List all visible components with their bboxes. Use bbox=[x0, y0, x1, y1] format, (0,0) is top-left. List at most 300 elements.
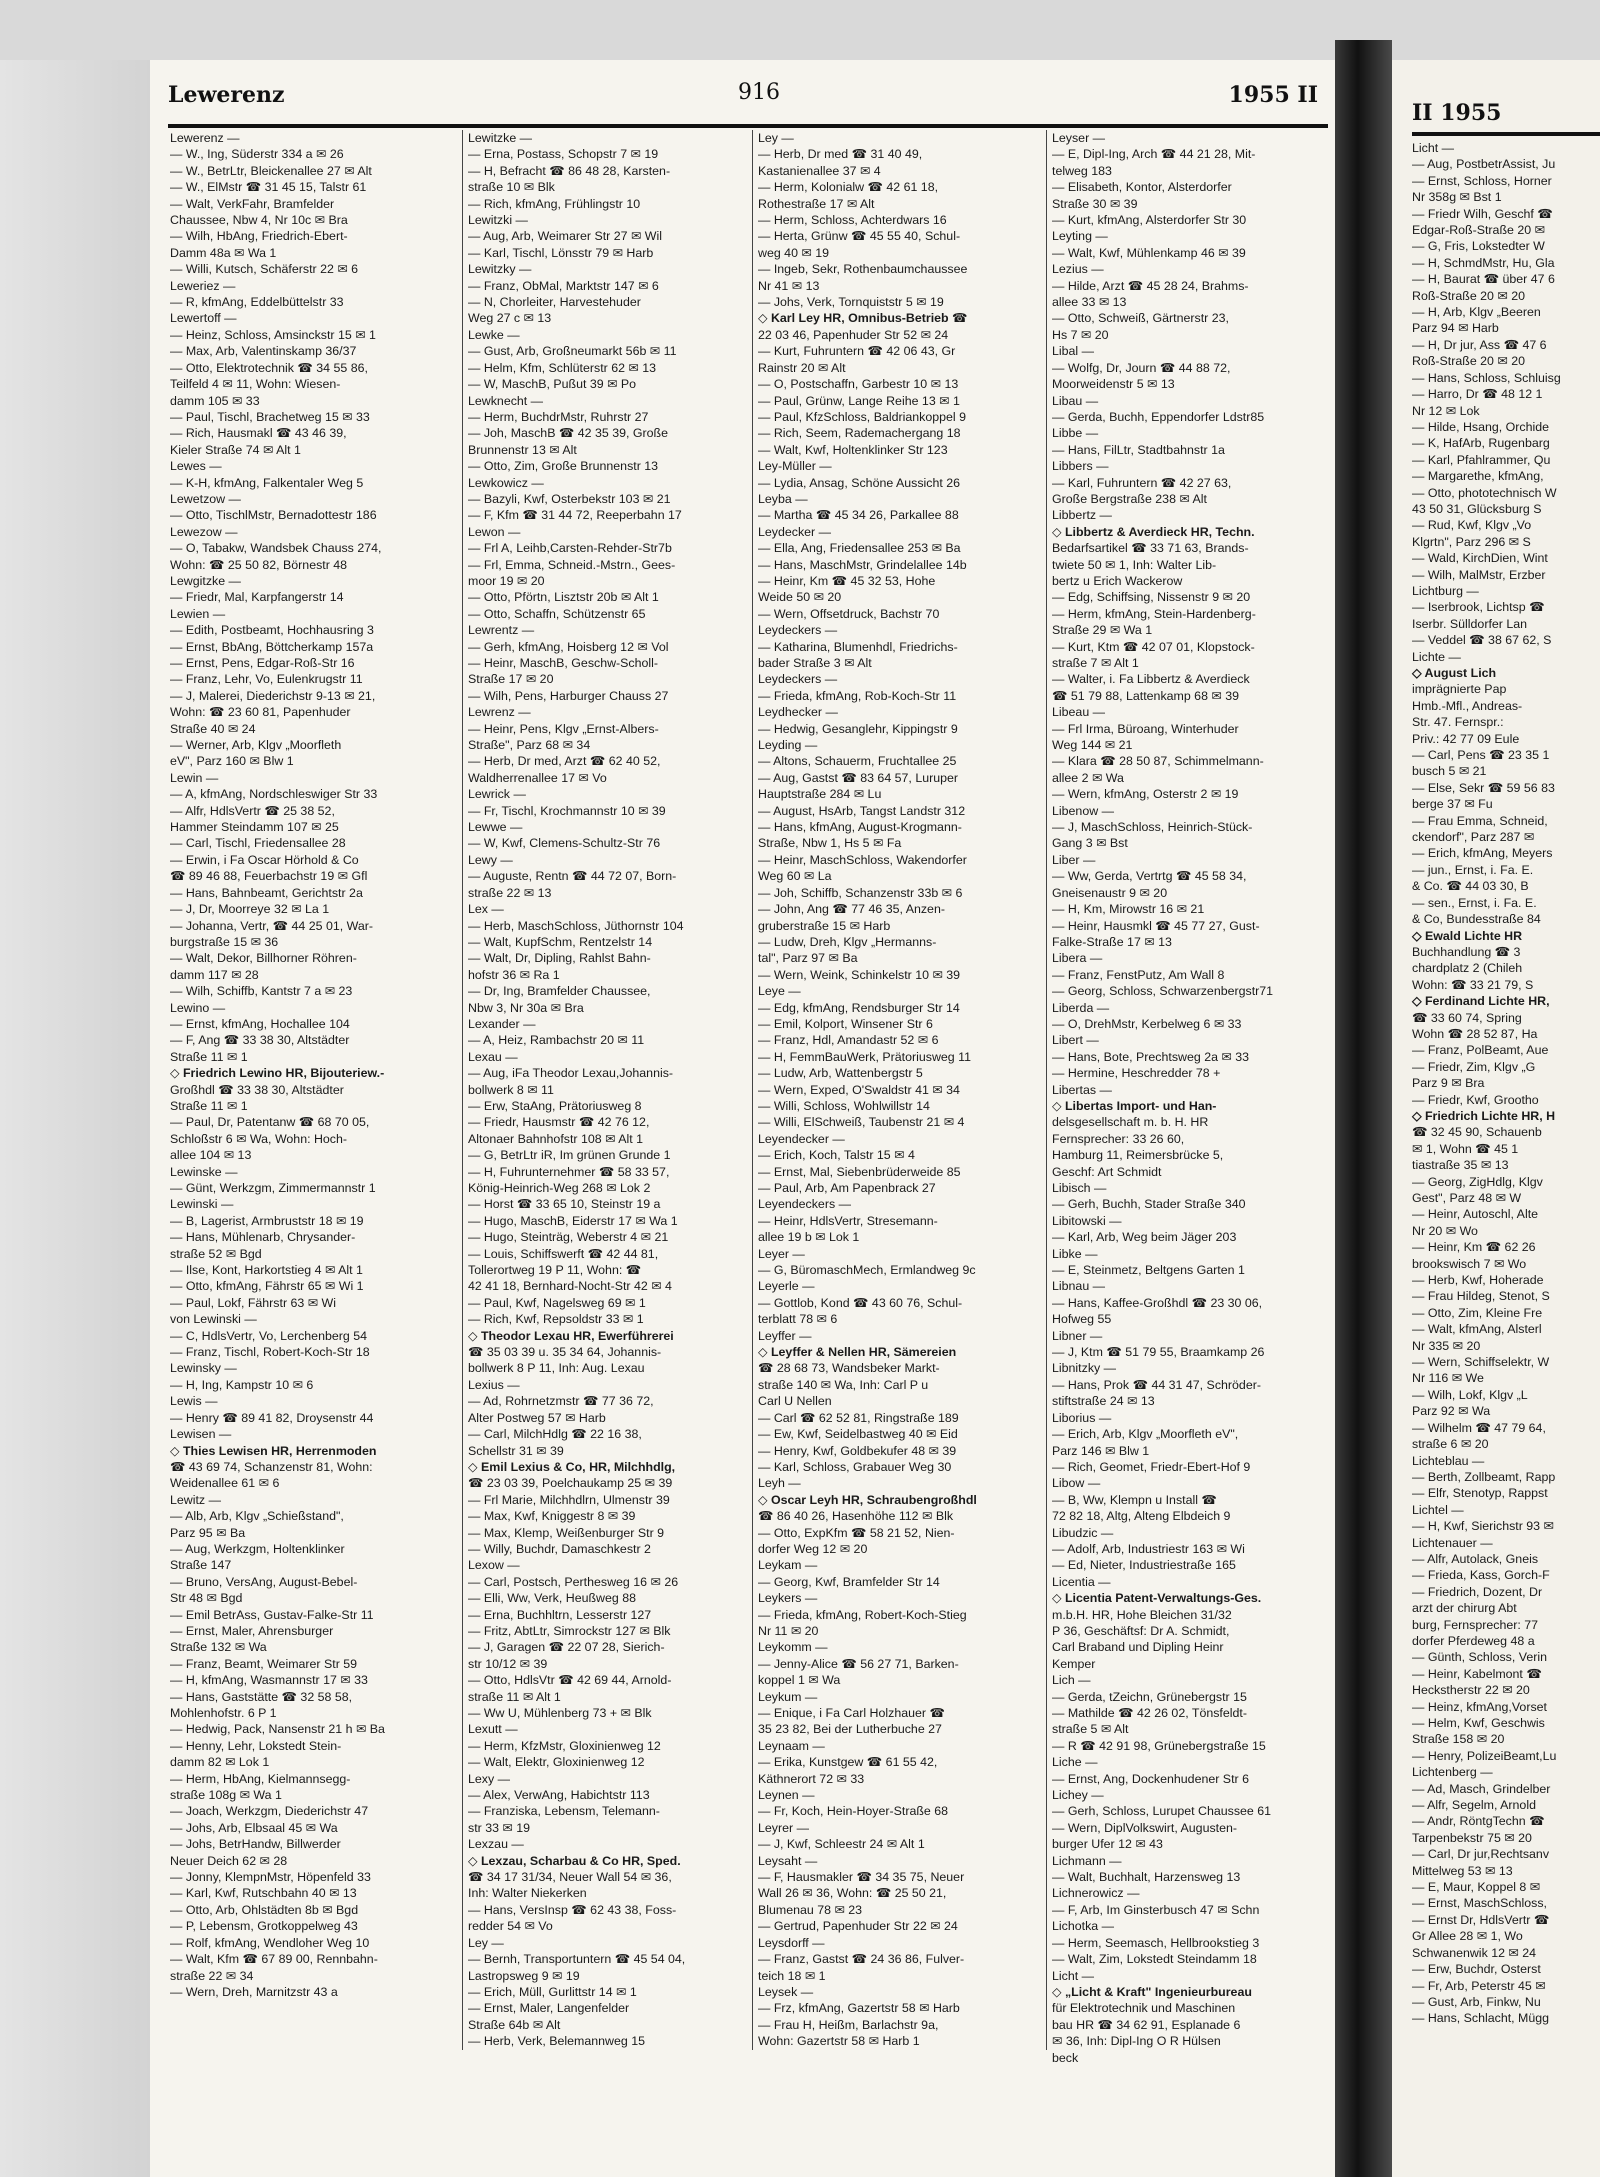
directory-entry: — Hans, kfmAng, August-Krogmann- bbox=[758, 820, 962, 835]
directory-entry: teich 18 ✉ 1 bbox=[758, 1968, 826, 1983]
directory-entry: — Henry, PolizeiBeamt,Lu bbox=[1412, 1748, 1557, 1763]
directory-entry: — Karl, Arb, Weg beim Jäger 203 bbox=[1052, 1230, 1237, 1245]
directory-entry: — Franz, Tischl, Robert-Koch-Str 18 bbox=[170, 1345, 370, 1360]
directory-entry: — Frl Irma, Büroang, Winterhuder bbox=[1052, 721, 1239, 736]
directory-entry: — Karl, Pfahlrammer, Qu bbox=[1412, 452, 1551, 467]
directory-entry: — Franziska, Lebensm, Telemann- bbox=[468, 1804, 660, 1819]
directory-entry: Straße 64b ✉ Alt bbox=[468, 2017, 561, 2032]
directory-entry: & Co. ☎ 44 03 30, B bbox=[1412, 879, 1529, 894]
directory-entry: — Paul, KfzSchloss, Baldriankoppel 9 bbox=[758, 409, 966, 424]
directory-entry: Gang 3 ✉ Bst bbox=[1052, 836, 1128, 851]
directory-entry: 22 03 46, Papenhuder Str 52 ✉ 24 bbox=[758, 327, 949, 342]
directory-entry: — Walt, Kwf, Mühlenkamp 46 ✉ 39 bbox=[1052, 245, 1246, 260]
directory-surname-heading: Lewinske — bbox=[170, 1164, 238, 1179]
directory-entry: — Erw, Buchdr, Osterst bbox=[1412, 1962, 1541, 1977]
directory-entry: — Karl, Schloss, Grabauer Weg 30 bbox=[758, 1459, 952, 1474]
directory-entry: — Otto, Elektrotechnik ☎ 34 55 86, bbox=[170, 360, 368, 375]
directory-entry: — H, FemmBauWerk, Prätoriusweg 11 bbox=[758, 1049, 971, 1064]
directory-entry: — Bruno, VersAng, August-Bebel- bbox=[170, 1574, 358, 1589]
directory-surname-heading: Liborius — bbox=[1052, 1410, 1112, 1425]
directory-entry: — W., Ing, Süderstr 334 a ✉ 26 bbox=[170, 147, 344, 162]
directory-entry: Nr 116 ✉ We bbox=[1412, 1371, 1484, 1386]
directory-entry: — Walt, Elektr, Gloxinienweg 12 bbox=[468, 1755, 645, 1770]
directory-entry: Roß-Straße 20 ✉ 20 bbox=[1412, 288, 1525, 303]
directory-entry: straße 22 ✉ 34 bbox=[170, 1968, 254, 1983]
directory-entry: & Co, Bundesstraße 84 bbox=[1412, 912, 1541, 927]
directory-entry: — Wern, kfmAng, Osterstr 2 ✉ 19 bbox=[1052, 787, 1239, 802]
directory-entry: — Aug, Werkzgm, Holtenklinker bbox=[170, 1541, 345, 1556]
directory-entry: — Johanna, Vertr, ☎ 44 25 01, War- bbox=[170, 918, 373, 933]
directory-entry: — Aug, iFa Theodor Lexau,Johannis- bbox=[468, 1066, 674, 1081]
directory-entry: — Elisabeth, Kontor, Alsterdorfer bbox=[1052, 180, 1232, 195]
directory-entry: eV", Parz 160 ✉ Blw 1 bbox=[170, 754, 294, 769]
directory-entry: Inh: Walter Niekerken bbox=[468, 1886, 587, 1901]
directory-surname-heading: Lexow — bbox=[468, 1558, 520, 1573]
directory-entry: — Erich, Müll, Gurlittstr 14 ✉ 1 bbox=[468, 1984, 637, 1999]
directory-entry: burg, Fernsprecher: 77 bbox=[1412, 1617, 1539, 1632]
directory-entry: Tarpenbekstr 75 ✉ 20 bbox=[1412, 1830, 1532, 1845]
directory-surname-heading: Lewrentz — bbox=[468, 623, 535, 638]
directory-entry: P 36, Geschäftsf: Dr A. Schmidt, bbox=[1052, 1623, 1230, 1638]
directory-entry: — Joach, Werkzgm, Diederichstr 47 bbox=[170, 1804, 369, 1819]
directory-entry: Hauptstraße 284 ✉ Lu bbox=[758, 787, 882, 802]
directory-entry: straße 5 ✉ Alt bbox=[1052, 1722, 1129, 1737]
directory-entry: Heckstherstr 22 ✉ 20 bbox=[1412, 1683, 1530, 1698]
directory-entry: — Gust, Arb, Finkw, Nu bbox=[1412, 1994, 1541, 2009]
directory-surname-heading: Lichmann — bbox=[1052, 1853, 1122, 1868]
directory-entry: — Heinz, kfmAng,Vorset bbox=[1412, 1699, 1547, 1714]
directory-entry: — Max, Arb, Valentinskamp 36/37 bbox=[170, 344, 357, 359]
directory-entry: — Bernh, Transportuntern ☎ 45 54 04, bbox=[468, 1952, 686, 1967]
directory-surname-heading: Lewon — bbox=[468, 524, 521, 539]
directory-entry: — Otto, kfmAng, Fährstr 65 ✉ Wi 1 bbox=[170, 1279, 364, 1294]
directory-entry: — Bazyli, Kwf, Osterbekstr 103 ✉ 21 bbox=[468, 491, 671, 506]
directory-entry: — Aug, PostbetrAssist, Ju bbox=[1412, 157, 1556, 172]
directory-entry: Chaussee, Nbw 4, Nr 10c ✉ Bra bbox=[170, 213, 348, 228]
directory-entry: burger Ufer 12 ✉ 43 bbox=[1052, 1837, 1163, 1852]
directory-entry: — Rich, Kwf, Repsoldstr 33 ✉ 1 bbox=[468, 1312, 644, 1327]
directory-entry: — Erna, Buchhltrn, Lesserstr 127 bbox=[468, 1607, 652, 1622]
directory-surname-heading: Lichte — bbox=[1412, 649, 1461, 664]
directory-surname-heading: Lichtenberg — bbox=[1412, 1765, 1493, 1780]
directory-surname-heading: Lewezow — bbox=[170, 524, 238, 539]
directory-entry: ckendorf", Parz 287 ✉ bbox=[1412, 830, 1535, 845]
directory-surname-heading: Leydeckers — bbox=[758, 672, 838, 687]
directory-entry: allee 19 b ✉ Lok 1 bbox=[758, 1230, 860, 1245]
directory-entry: — Gerh, kfmAng, Hoisberg 12 ✉ Vol bbox=[468, 639, 669, 654]
directory-entry: Weg 144 ✉ 21 bbox=[1052, 738, 1133, 753]
directory-entry: — Walt, Dekor, Billhorner Röhren- bbox=[170, 951, 357, 966]
directory-surname-heading: Lichtel — bbox=[1412, 1502, 1464, 1517]
directory-entry: ☎ 23 03 39, Poelchaukamp 25 ✉ 39 bbox=[468, 1476, 673, 1491]
directory-entry: weg 40 ✉ 19 bbox=[758, 245, 830, 260]
directory-entry: — Iserbrook, Lichtsp ☎ bbox=[1412, 600, 1545, 615]
directory-surname-heading: Lewrenz — bbox=[468, 705, 531, 720]
directory-entry: — B, Lagerist, Armbruststr 18 ✉ 19 bbox=[170, 1213, 364, 1228]
directory-entry: straße 140 ✉ Wa, Inh: Carl P u bbox=[758, 1377, 929, 1392]
directory-entry: — Wilh, Lokf, Klgv „L bbox=[1412, 1387, 1528, 1402]
directory-entry: — Wern, Exped, O'Swaldstr 41 ✉ 34 bbox=[758, 1082, 960, 1097]
right-page-header: II 1955 bbox=[1412, 100, 1502, 126]
directory-entry: — W., ElMstr ☎ 31 45 15, Talstr 61 bbox=[170, 180, 367, 195]
directory-entry: — Friedr Wilh, Geschf ☎ bbox=[1412, 206, 1553, 221]
right-page-column bbox=[1412, 140, 1600, 2050]
directory-entry: — H, Kwf, Sierichstr 93 ✉ bbox=[1412, 1519, 1554, 1534]
directory-entry: — Henry ☎ 89 41 82, Droysenstr 44 bbox=[170, 1410, 374, 1425]
directory-entry: — Henry, Kwf, Goldbekufer 48 ✉ 39 bbox=[758, 1443, 957, 1458]
directory-entry: — Otto, Zim, Große Brunnenstr 13 bbox=[468, 459, 659, 474]
directory-entry: Wohn: ☎ 25 50 82, Börnestr 48 bbox=[170, 557, 348, 572]
directory-entry: Alter Postweg 57 ✉ Harb bbox=[468, 1410, 606, 1425]
directory-entry: — Frieda, kfmAng, Robert-Koch-Stieg bbox=[758, 1607, 967, 1622]
directory-surname-heading: Lich — bbox=[1052, 1673, 1091, 1688]
directory-entry: — Walt, Kwf, Holtenklinker Str 123 bbox=[758, 442, 948, 457]
directory-entry: — Kurt, kfmAng, Alsterdorfer Str 30 bbox=[1052, 213, 1247, 228]
directory-entry: — Aug, Gastst ☎ 83 64 57, Luruper bbox=[758, 770, 959, 785]
directory-entry: — Emil, Kolport, Winsener Str 6 bbox=[758, 1016, 933, 1031]
directory-entry: — Ew, Kwf, Seidelbastweg 40 ✉ Eid bbox=[758, 1427, 958, 1442]
directory-entry: — Carl, Dr jur,Rechtsanv bbox=[1412, 1847, 1550, 1862]
directory-surname-heading: Lexau — bbox=[468, 1049, 518, 1064]
directory-entry: — Erich, Arb, Klgv „Moorfleth eV", bbox=[1052, 1427, 1239, 1442]
directory-entry: — O, Tabakw, Wandsbek Chauss 274, bbox=[170, 541, 382, 556]
directory-surname-heading: Lichtburg — bbox=[1412, 583, 1479, 598]
directory-entry: — Ernst, BbAng, Böttcherkamp 157a bbox=[170, 639, 374, 654]
directory-entry: — Frl A, Leihb,Carsten-Rehder-Str7b bbox=[468, 541, 672, 556]
directory-entry: — Franz, Hdl, Amandastr 52 ✉ 6 bbox=[758, 1033, 939, 1048]
directory-entry: — Franz, Beamt, Weimarer Str 59 bbox=[170, 1656, 358, 1671]
directory-entry: — Hans, Prok ☎ 44 31 47, Schröder- bbox=[1052, 1377, 1261, 1392]
directory-entry: Carl Braband und Dipling Heinr bbox=[1052, 1640, 1224, 1655]
directory-entry: — Franz, Gastst ☎ 24 36 86, Fulver- bbox=[758, 1952, 965, 1967]
directory-entry: Buchhandlung ☎ 3 bbox=[1412, 944, 1521, 959]
directory-entry: — Ernst, Ang, Dockenhudener Str 6 bbox=[1052, 1771, 1249, 1786]
directory-entry: allee 33 ✉ 13 bbox=[1052, 295, 1127, 310]
directory-surname-heading: Lewetzow — bbox=[170, 491, 241, 506]
directory-entry: — Ernst, MaschSchloss, bbox=[1412, 1896, 1547, 1911]
directory-entry: — Margarethe, kfmAng, bbox=[1412, 469, 1544, 484]
running-head: Lewerenz bbox=[168, 82, 285, 108]
directory-entry: Hs 7 ✉ 20 bbox=[1052, 327, 1109, 342]
directory-entry: Klgrtn", Parz 296 ✉ S bbox=[1412, 534, 1531, 549]
directory-surname-heading: Lexzau — bbox=[468, 1837, 524, 1852]
directory-entry: bollwerk 8 ✉ 11 bbox=[468, 1082, 554, 1097]
directory-entry: — F, Arb, Im Ginsterbusch 47 ✉ Schn bbox=[1052, 1902, 1260, 1917]
directory-entry: — Enique, i Fa Carl Holzhauer ☎ bbox=[758, 1706, 945, 1720]
directory-entry: — Heinr, Kabelmont ☎ bbox=[1412, 1666, 1542, 1681]
directory-entry: Tollerortweg 19 P 11, Wohn: ☎ bbox=[468, 1263, 642, 1278]
directory-entry: — Willi, Kutsch, Schäferstr 22 ✉ 6 bbox=[170, 262, 359, 277]
directory-entry: — Johs, Verk, Tornquiststr 5 ✉ 19 bbox=[758, 295, 944, 310]
directory-entry: — Ernst Dr, HdlsVertr ☎ bbox=[1412, 1912, 1550, 1927]
directory-entry: — G, BüromaschMech, Ermlandweg 9c bbox=[758, 1263, 976, 1278]
directory-entry: — Paul, Arb, Am Papenbrack 27 bbox=[758, 1181, 936, 1195]
directory-entry: — R, kfmAng, Eddelbüttelstr 33 bbox=[170, 295, 344, 310]
directory-entry: — Frl, Emma, Schneid.-Mstrn., Gees- bbox=[468, 557, 676, 572]
directory-entry: — Frz, kfmAng, Gazertstr 58 ✉ Harb bbox=[758, 2001, 960, 2016]
directory-entry: — J, MaschSchloss, Heinrich-Stück- bbox=[1052, 820, 1253, 835]
page-number: 916 bbox=[738, 80, 780, 105]
directory-entry: Damm 48a ✉ Wa 1 bbox=[170, 245, 277, 260]
directory-surname-heading: Lewien — bbox=[170, 606, 226, 621]
directory-entry: — Willi, Schloss, Wohlwillstr 14 bbox=[758, 1098, 930, 1113]
directory-entry: Wall 26 ✉ 36, Wohn: ☎ 25 50 21, bbox=[758, 1886, 947, 1901]
directory-entry: — Jonny, KlempnMstr, Höpenfeld 33 bbox=[170, 1870, 371, 1885]
directory-entry: — Friedr, Mal, Karpfangerstr 14 bbox=[170, 590, 344, 605]
directory-entry: — Gust, Arb, Großneumarkt 56b ✉ 11 bbox=[468, 344, 677, 359]
directory-entry: Straße 17 ✉ 20 bbox=[468, 672, 554, 687]
directory-entry: — Heinr, MaschSchloss, Wakendorfer bbox=[758, 852, 967, 867]
directory-surname-heading: Lexutt — bbox=[468, 1722, 518, 1737]
directory-surname-heading: Leysaht — bbox=[758, 1853, 818, 1868]
directory-surname-heading: Lewrick — bbox=[468, 787, 526, 802]
directory-entry: Parz 94 ✉ Harb bbox=[1412, 321, 1499, 336]
directory-entry: — Alb, Arb, Klgv „Schießstand", bbox=[170, 1509, 344, 1524]
directory-entry: — Herm, Seemasch, Hellbrookstieg 3 bbox=[1052, 1935, 1260, 1950]
directory-entry: — Ludw, Dreh, Klgv „Hermanns- bbox=[758, 934, 937, 949]
directory-entry: Str. 47. Fernspr.: bbox=[1412, 715, 1504, 730]
directory-entry: damm 82 ✉ Lok 1 bbox=[170, 1755, 270, 1770]
directory-entry: — Emil BetrAss, Gustav-Falke-Str 11 bbox=[170, 1607, 374, 1622]
directory-entry: — Heinr, Km ☎ 45 32 53, Hohe bbox=[758, 573, 936, 588]
directory-surname-heading: von Lewinski — bbox=[170, 1312, 257, 1327]
directory-surname-heading: Leweriez — bbox=[170, 278, 236, 293]
directory-entry: delsgesellschaft m. b. H. HR bbox=[1052, 1115, 1209, 1130]
directory-entry: — Ad, Masch, Grindelber bbox=[1412, 1781, 1551, 1796]
directory-entry: — Herb, Verk, Belemannweg 15 bbox=[468, 2034, 646, 2049]
directory-entry: ◇ Thies Lewisen HR, Herrenmoden bbox=[170, 1443, 377, 1458]
directory-entry: — sen., Ernst, i. Fa. E. bbox=[1412, 895, 1537, 910]
directory-entry: — Hans, MaschMstr, Grindelallee 14b bbox=[758, 557, 967, 572]
directory-entry: — W., BetrLtr, Bleickenallee 27 ✉ Alt bbox=[170, 163, 372, 178]
directory-entry: Weg 60 ✉ La bbox=[758, 869, 832, 884]
directory-entry: — Aug, Arb, Weimarer Str 27 ✉ Wil bbox=[468, 229, 663, 244]
directory-entry: — Otto, Arb, Ohlstädten 8b ✉ Bgd bbox=[170, 1902, 359, 1917]
directory-surname-heading: Leyba — bbox=[758, 491, 808, 506]
directory-surname-heading: Libbers — bbox=[1052, 459, 1109, 474]
directory-entry: — Heinr, Pens, Klgv „Ernst-Albers- bbox=[468, 721, 659, 736]
directory-entry: — Wern, Offsetdruck, Bachstr 70 bbox=[758, 606, 940, 621]
directory-surname-heading: Leyendeckers — bbox=[758, 1197, 851, 1212]
directory-entry: — Franz, FenstPutz, Am Wall 8 bbox=[1052, 967, 1225, 982]
directory-entry: Brunnenstr 13 ✉ Alt bbox=[468, 442, 577, 457]
directory-entry: — Otto, phototechnisch W bbox=[1412, 485, 1557, 500]
directory-entry: — Paul, Lokf, Fährstr 63 ✉ Wi bbox=[170, 1295, 337, 1310]
directory-entry: — Elli, Ww, Verk, Heußweg 88 bbox=[468, 1591, 637, 1606]
directory-entry: — Herm, Schloss, Achterdwars 16 bbox=[758, 213, 947, 228]
directory-entry: Lastropsweg 9 ✉ 19 bbox=[468, 1968, 580, 1983]
directory-entry: — Edg, kfmAng, Rendsburger Str 14 bbox=[758, 1000, 960, 1015]
directory-entry: — F, Hausmakler ☎ 34 35 75, Neuer bbox=[758, 1870, 965, 1885]
directory-entry: — Herb, MaschSchloss, Jüthornstr 104 bbox=[468, 918, 684, 933]
directory-surname-heading: Lewke — bbox=[468, 327, 520, 342]
directory-entry: — A, kfmAng, Nordschleswiger Str 33 bbox=[170, 787, 378, 802]
directory-entry: — Walt, kfmAng, Alsterl bbox=[1412, 1322, 1542, 1337]
directory-entry: Parz 92 ✉ Wa bbox=[1412, 1404, 1491, 1419]
directory-entry: Waldherrenallee 17 ✉ Vo bbox=[468, 770, 607, 785]
directory-entry: — Fr, Koch, Hein-Hoyer-Straße 68 bbox=[758, 1804, 949, 1819]
directory-entry: damm 105 ✉ 33 bbox=[170, 393, 260, 408]
directory-entry: ◇ Friedrich Lichte HR, H bbox=[1412, 1108, 1556, 1123]
directory-surname-heading: Libera — bbox=[1052, 951, 1103, 966]
directory-entry: — R ☎ 42 91 98, Grünebergstraße 15 bbox=[1052, 1738, 1266, 1753]
directory-entry: tiastraße 35 ✉ 13 bbox=[1412, 1158, 1509, 1173]
directory-entry: — K, HafArb, Rugenbarg bbox=[1412, 436, 1550, 451]
directory-entry: — Max, Klemp, Weißenburger Str 9 bbox=[468, 1525, 665, 1540]
directory-entry: — Walt, Kfm ☎ 67 89 00, Rennbahn- bbox=[170, 1952, 378, 1967]
directory-entry: — Wern, DiplVolkswirt, Augusten- bbox=[1052, 1820, 1238, 1835]
directory-entry: — Herm, Kolonialw ☎ 42 61 18, bbox=[758, 180, 939, 195]
directory-entry: Parz 95 ✉ Ba bbox=[170, 1525, 246, 1540]
directory-entry: m.b.H. HR, Hohe Bleichen 31/32 bbox=[1052, 1607, 1232, 1622]
directory-entry: dorfer Pferdeweg 48 a bbox=[1412, 1633, 1535, 1648]
directory-entry: — Carl, Postsch, Perthesweg 16 ✉ 26 bbox=[468, 1574, 679, 1589]
directory-entry: Straße 11 ✉ 1 bbox=[170, 1049, 248, 1064]
scan-left-margin bbox=[0, 60, 150, 2177]
directory-entry: — Ernst, Pens, Edgar-Roß-Str 16 bbox=[170, 656, 355, 670]
book-gutter bbox=[1335, 40, 1392, 2177]
directory-entry: — Alfr, Autolack, Gneis bbox=[1412, 1551, 1539, 1566]
directory-entry: — Otto, TischlMstr, Bernadottestr 186 bbox=[170, 508, 377, 523]
directory-entry: ◇ Friedrich Lewino HR, Bijouteriew.- bbox=[170, 1066, 385, 1081]
directory-surname-heading: Libudzic — bbox=[1052, 1525, 1114, 1540]
directory-entry: Moorweidenstr 5 ✉ 13 bbox=[1052, 377, 1175, 392]
directory-surname-heading: Leyser — bbox=[1052, 131, 1106, 145]
directory-entry: — Edg, Schiffsing, Nissenstr 9 ✉ 20 bbox=[1052, 590, 1251, 605]
directory-entry: — Gertrud, Papenhuder Str 22 ✉ 24 bbox=[758, 1919, 958, 1934]
directory-surname-heading: Lex — bbox=[468, 902, 504, 917]
directory-entry: — Franz, Lehr, Vo, Eulenkrugstr 11 bbox=[170, 672, 363, 687]
directory-surname-heading: Liberda — bbox=[1052, 1000, 1110, 1015]
directory-entry: — Gerda, Buchh, Eppendorfer Ldstr85 bbox=[1052, 409, 1265, 424]
directory-entry: — Heinr, HdlsVertr, Stresemann- bbox=[758, 1213, 938, 1228]
directory-entry: Str 48 ✉ Bgd bbox=[170, 1591, 243, 1606]
directory-entry: — Rich, kfmAng, Frühlingstr 10 bbox=[468, 196, 641, 211]
directory-entry: Nr 20 ✉ Wo bbox=[1412, 1223, 1478, 1238]
directory-surname-heading: Libertas — bbox=[1052, 1082, 1112, 1097]
directory-surname-heading: Lewwe — bbox=[468, 820, 523, 835]
directory-entry: — Wilh, HbAng, Friedrich-Ebert- bbox=[170, 229, 348, 244]
page-header bbox=[168, 78, 1328, 118]
directory-entry: Weide 50 ✉ 20 bbox=[758, 590, 842, 605]
directory-entry: ◇ Leyffer & Nellen HR, Sämereien bbox=[758, 1345, 957, 1360]
directory-entry: — Johs, BetrHandw, Billwerder bbox=[170, 1837, 341, 1852]
directory-entry: — Fr, Tischl, Krochmannstr 10 ✉ 39 bbox=[468, 803, 666, 818]
directory-entry: ◇ Libbertz & Averdieck HR, Techn. bbox=[1052, 524, 1255, 539]
directory-entry: ✉ 1, Wohn ☎ 45 1 bbox=[1412, 1141, 1519, 1156]
directory-entry: — Dr, Ing, Bramfelder Chaussee, bbox=[468, 984, 651, 999]
directory-surname-heading: Leyer — bbox=[758, 1246, 805, 1261]
directory-entry: — Karl, Fuhruntern ☎ 42 27 63, bbox=[1052, 475, 1232, 490]
directory-entry: Straße 11 ✉ 1 bbox=[170, 1098, 248, 1113]
directory-entry: — W, MaschB, Pußut 39 ✉ Po bbox=[468, 377, 637, 392]
directory-entry: straße 11 ✉ Alt 1 bbox=[468, 1689, 561, 1704]
directory-entry: — Else, Sekr ☎ 59 56 83 bbox=[1412, 780, 1555, 795]
directory-entry: — Lydia, Ansag, Schöne Aussicht 26 bbox=[758, 475, 961, 490]
directory-entry: — Mathilde ☎ 42 26 02, Tönsfeldt- bbox=[1052, 1706, 1247, 1720]
directory-entry: berge 37 ✉ Fu bbox=[1412, 797, 1493, 812]
directory-entry: — jun., Ernst, i. Fa. E. bbox=[1412, 862, 1534, 877]
directory-entry: — O, Postschaffn, Garbestr 10 ✉ 13 bbox=[758, 377, 959, 392]
directory-entry: Edgar-Roß-Straße 20 ✉ bbox=[1412, 223, 1545, 238]
directory-surname-heading: Leyting — bbox=[1052, 229, 1108, 244]
directory-entry: ☎ 34 17 31/34, Neuer Wall 54 ✉ 36, bbox=[468, 1870, 672, 1885]
directory-surname-heading: Libnau — bbox=[1052, 1279, 1106, 1294]
directory-entry: — Auguste, Rentn ☎ 44 72 07, Born- bbox=[468, 869, 677, 884]
directory-entry: — Alex, VerwAng, Habichtstr 113 bbox=[468, 1788, 650, 1803]
directory-entry: — Ernst, Schloss, Horner bbox=[1412, 173, 1552, 188]
directory-surname-heading: Lewertoff — bbox=[170, 311, 237, 326]
directory-entry: — Kurt, Ktm ☎ 42 07 01, Klopstock- bbox=[1052, 639, 1255, 654]
directory-entry: — Georg, Schloss, Schwarzenbergstr71 bbox=[1052, 984, 1274, 999]
directory-surname-heading: Lichteblau — bbox=[1412, 1453, 1485, 1468]
directory-entry: Hammer Steindamm 107 ✉ 25 bbox=[170, 820, 339, 835]
directory-surname-heading: Lewes — bbox=[170, 459, 222, 474]
directory-entry: — Carl, Pens ☎ 23 35 1 bbox=[1412, 748, 1550, 763]
directory-surname-heading: Lewinsky — bbox=[170, 1361, 237, 1376]
directory-entry: — H, Arb, Klgv „Beeren bbox=[1412, 305, 1541, 320]
directory-surname-heading: Libert — bbox=[1052, 1033, 1099, 1048]
directory-entry: Kieler Straße 74 ✉ Alt 1 bbox=[170, 442, 301, 457]
directory-entry: str 10/12 ✉ 39 bbox=[468, 1656, 548, 1671]
directory-entry: Kemper bbox=[1052, 1656, 1096, 1671]
directory-entry: Straße 40 ✉ 24 bbox=[170, 721, 256, 736]
directory-entry: — A, Heiz, Rambachstr 20 ✉ 11 bbox=[468, 1033, 645, 1048]
directory-entry: Straße 158 ✉ 20 bbox=[1412, 1732, 1505, 1747]
directory-entry: ☎ 51 79 88, Lattenkamp 68 ✉ 39 bbox=[1052, 688, 1240, 703]
directory-entry: — Hedwig, Pack, Nansenstr 21 h ✉ Ba bbox=[170, 1722, 385, 1737]
directory-entry: ☎ 35 03 39 u. 35 34 64, Johannis- bbox=[468, 1345, 662, 1360]
directory-entry: — Edith, Postbeamt, Hochhausring 3 bbox=[170, 623, 374, 638]
directory-entry: — Hugo, Steinträg, Weberstr 4 ✉ 21 bbox=[468, 1230, 669, 1245]
directory-entry: — Walt, Buchhalt, Harzensweg 13 bbox=[1052, 1870, 1241, 1885]
directory-entry: — N, Chorleiter, Harvestehuder bbox=[468, 295, 641, 310]
directory-entry: Teilfeld 4 ✉ 11, Wohn: Wiesen- bbox=[170, 377, 341, 392]
directory-entry: — G, Fris, Lokstedter W bbox=[1412, 239, 1545, 254]
directory-entry: — K-H, kfmAng, Falkentaler Weg 5 bbox=[170, 475, 364, 490]
directory-surname-heading: Leynaam — bbox=[758, 1738, 825, 1753]
directory-entry: — J, Kwf, Schleestr 24 ✉ Alt 1 bbox=[758, 1837, 925, 1852]
directory-entry: — Herb, Dr med, Arzt ☎ 62 40 52, bbox=[468, 754, 661, 769]
directory-entry: — Heinz, Schloss, Amsinckstr 15 ✉ 1 bbox=[170, 327, 376, 342]
directory-surname-heading: Lewgitzke — bbox=[170, 573, 241, 588]
directory-entry: Hamburg 11, Reimersbrücke 5, bbox=[1052, 1148, 1224, 1163]
directory-entry: — Ad, Rohrnetzmstr ☎ 77 36 72, bbox=[468, 1394, 654, 1409]
directory-entry: — Hans, Mühlenarb, Chrysander- bbox=[170, 1230, 356, 1245]
directory-column-4 bbox=[1052, 130, 1330, 2065]
directory-entry: — Heinr, Autoschl, Alte bbox=[1412, 1207, 1539, 1222]
directory-surname-heading: Lewis — bbox=[170, 1394, 218, 1409]
directory-entry: Gest", Parz 48 ✉ W bbox=[1412, 1191, 1522, 1205]
directory-surname-heading: Lewitz — bbox=[170, 1492, 221, 1507]
directory-entry: — Walt, KupfSchm, Rentzelstr 14 bbox=[468, 934, 653, 949]
directory-entry: — C, HdlsVertr, Vo, Lerchenberg 54 bbox=[170, 1328, 367, 1343]
directory-entry: ◇ Karl Ley HR, Omnibus-Betrieb ☎ bbox=[758, 311, 968, 326]
directory-surname-heading: Leyerle — bbox=[758, 1279, 815, 1294]
directory-surname-heading: Lichey — bbox=[1052, 1788, 1104, 1803]
directory-entry: — Katharina, Blumenhdl, Friedrichs- bbox=[758, 639, 958, 654]
directory-entry: — Friedr, Hausmstr ☎ 42 76 12, bbox=[468, 1115, 650, 1130]
directory-entry: 43 50 31, Glücksburg S bbox=[1412, 501, 1542, 516]
directory-entry: bertz u Erich Wackerow bbox=[1052, 573, 1183, 588]
directory-entry: gruberstraße 15 ✉ Harb bbox=[758, 918, 891, 933]
directory-entry: — Frieda, kfmAng, Rob-Koch-Str 11 bbox=[758, 688, 957, 703]
directory-entry: ✉ 36, Inh: Dipl-Ing O R Hülsen bbox=[1052, 2034, 1221, 2049]
directory-entry: — Gottlob, Kond ☎ 43 60 76, Schul- bbox=[758, 1295, 963, 1310]
directory-entry: ◇ Theodor Lexau HR, Ewerführerei bbox=[468, 1328, 674, 1343]
directory-entry: ◇ Ewald Lichte HR bbox=[1412, 928, 1523, 943]
directory-entry: — Wilh, Schiffb, Kantstr 7 a ✉ 23 bbox=[170, 984, 353, 999]
